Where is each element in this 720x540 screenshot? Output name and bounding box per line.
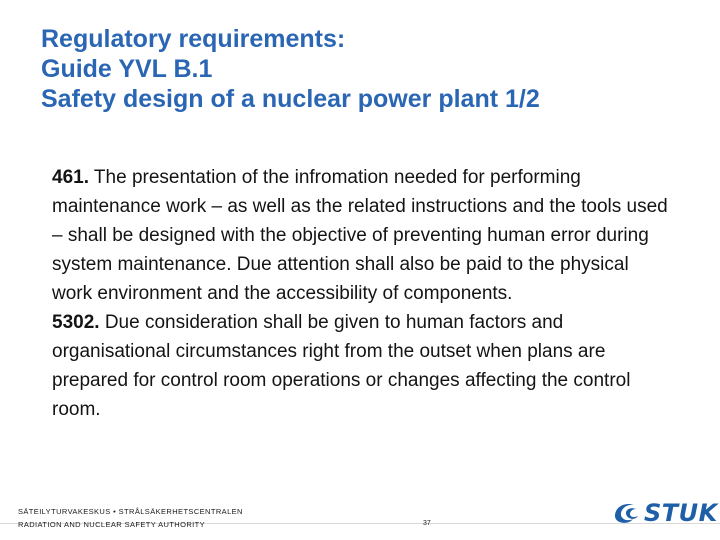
slide-title: [41, 24, 701, 114]
footer-organization: [18, 505, 243, 531]
title-line-1: Regulatory requirements:: [41, 25, 346, 53]
requirement-paragraph: [52, 163, 672, 308]
title-line-3: Safety design of a nuclear power plant 1/2: [41, 85, 540, 113]
footer-org-line-2: RADIATION AND NUCLEAR SAFETY AUTHORITY: [18, 520, 206, 529]
requirement-text: Due consideration shall be given to human factors and organisational circumstances right from the outset when plans are prepared for control room operations or changes affecting the control room.: [52, 312, 631, 420]
title-line-2: Guide YVL B.1: [41, 55, 213, 83]
requirement-paragraph: [52, 308, 672, 424]
footer-org-line-1: SÄTEILYTURVAKESKUS • STRÅLSÄKERHETSCENTRALEN: [18, 507, 243, 516]
stuk-logo: [612, 497, 718, 529]
slide-body: [52, 163, 672, 424]
requirement-number: 5302.: [52, 312, 100, 333]
page-number: 37: [423, 520, 431, 527]
requirement-number: 461.: [52, 167, 89, 188]
stuk-swirl-icon: [612, 500, 642, 526]
requirement-text: The presentation of the infromation needed for performing maintenance work – as well as the related instructions and the tools used – shall be designed with the objective of preventing human error during system maintenance. Due attention shall also be paid to the physical work environment and the accessibility of components.: [52, 167, 668, 304]
logo-wordmark: STUK: [644, 499, 718, 527]
